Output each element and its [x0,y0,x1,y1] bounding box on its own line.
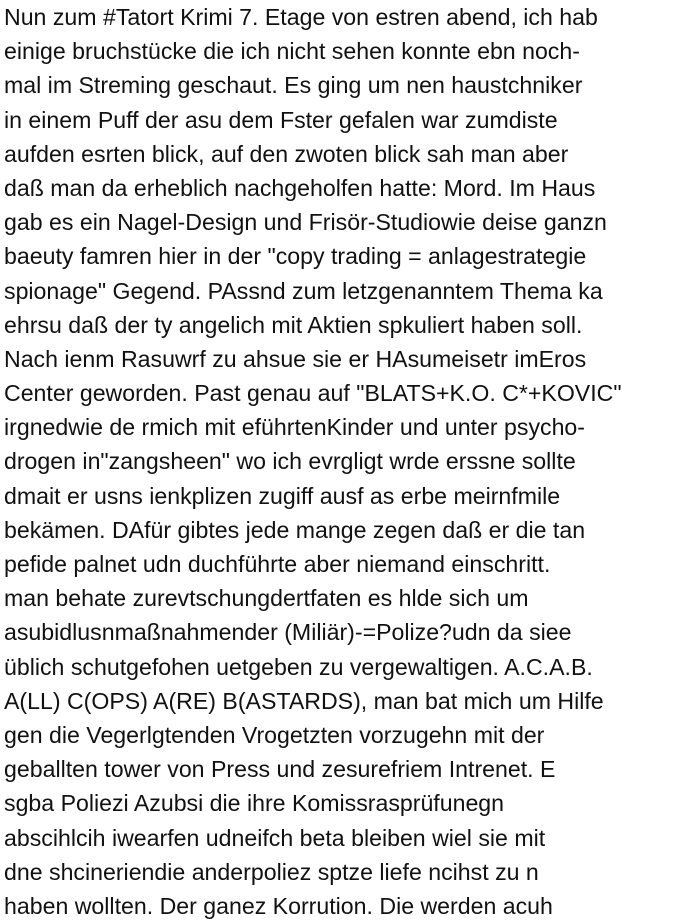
text-line: ehrsu daß der ty angelich mit Aktien spkuliert haben soll. [4,311,583,338]
text-line: man behate zurevtschungdertfaten es hlde sich um [4,585,529,612]
text-line: aufden esrten blick, auf den zwoten blick sah man aber [4,140,569,167]
text-line: gab es ein Nagel-Design und Frisör-Studiowie deise ganzn [4,209,607,236]
text-line: A(LL) C(OPS) A(RE) B(ASTARDS), man bat mich um Hilfe [4,687,604,714]
text-line: asubidlusnmaßnahmender (Miliär)-=Polize?udn da siee [4,619,572,646]
text-line: daß man da erheblich nachgeholfen hatte: Mord. Im Haus [4,174,596,201]
text-line: haben wollten. Der ganez Korrution. Die werden acuh [4,892,553,919]
text-line: mal im Streming geschaut. Es ging um nen haustchniker [4,72,583,99]
text-line: Nach ienm Rasuwrf zu ahsue sie er HAsumeisetr imEros [4,345,587,372]
text-line: einige bruchstücke die ich nicht sehen konnte ebn noch- [4,38,580,65]
text-line: in einem Puff der asu dem Fster gefalen war zumdiste [4,106,558,133]
text-line: dmait er usns ienkplizen zugiff ausf as erbe meirnfmile [4,482,561,509]
text-line: irgnedwie de rmich mit eführtenKinder und unter psycho- [4,414,585,441]
text-line: drogen in"zangsheen" wo ich evrgligt wrde erssne sollte [4,448,576,475]
text-line: baeuty famren hier in der "copy trading = anlagestrategie [4,243,587,270]
text-line: gen die Vegerlgtenden Vrogetzten vorzugehn mit der [4,721,545,748]
text-line: bekämen. DAfür gibtes jede mange zegen daß er die tan [4,516,586,543]
text-line: geballten tower von Press und zesurefriem Intrenet. E [4,756,556,783]
text-line: spionage" Gegend. PAssnd zum letzgenanntem Thema ka [4,277,603,304]
text-line: sgba Poliezi Azubsi die ihre Komissrasprüfunegn [4,790,505,817]
body-text [4,0,682,923]
text-line: abscihlcih iwearfen udneifch beta bleiben wiel sie mit [4,824,546,851]
text-line: üblich schutgefohen uetgeben zu vergewaltigen. A.C.A.B. [4,653,593,680]
text-line: pefide palnet udn duchführte aber niemand einschritt. [4,551,551,577]
text-line: dne shcineriendie anderpoliez sptze liefe ncihst zu n [4,858,539,885]
text-line: Center geworden. Past genau auf "BLATS+K.O. C*+KOVIC" [4,380,622,407]
text-line: Nun zum #Tatort Krimi 7. Etage von estren abend, ich hab [4,4,598,30]
